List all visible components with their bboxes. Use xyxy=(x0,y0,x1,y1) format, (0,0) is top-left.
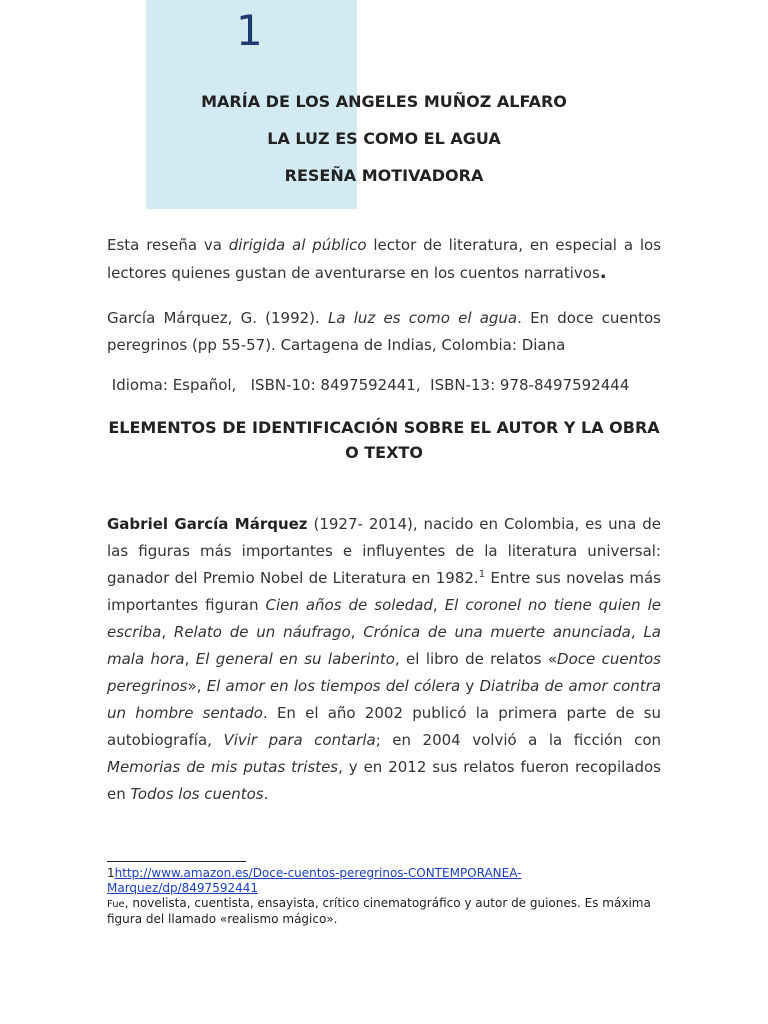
bio-text: . En el año 2002 publicó la primera parte de su autobiografía, xyxy=(107,704,661,749)
bio-separator: , xyxy=(630,623,644,641)
footnote xyxy=(107,866,667,927)
novel-title: El coronel no tiene quien le escriba xyxy=(107,596,661,641)
footnote-text: , novelista, cuentista, ensayista, crítico cinematográfico y autor de guiones. Es máxima figura del llamado «realismo mágico». xyxy=(107,896,651,926)
author-name: MARÍA DE LOS ANGELES MUÑOZ ALFARO xyxy=(201,92,567,111)
bio-text: y xyxy=(460,677,480,695)
novel-title: Vivir para contarla xyxy=(223,731,376,749)
intro-italic: dirigida al público xyxy=(228,236,367,254)
bio-text: , el libro de relatos « xyxy=(394,650,558,668)
reference-paragraph xyxy=(107,305,661,359)
bio-separator: , xyxy=(350,623,364,641)
footnote-divider xyxy=(107,861,246,862)
novel-title: Doce cuentos peregrinos xyxy=(107,650,661,695)
bio-text: ; en 2004 volvió a la ficción con xyxy=(375,731,662,749)
bio-text: Entre sus novelas más importantes figuran xyxy=(107,569,661,614)
novel-title: Diatriba de amor contra un hombre sentado xyxy=(107,677,662,722)
intro-paragraph xyxy=(107,232,661,287)
bio-separator: , xyxy=(432,596,445,614)
bio-separator: , xyxy=(184,650,196,668)
intro-end-mark: . xyxy=(599,262,607,283)
bio-text: », xyxy=(187,677,207,695)
bio-name: Gabriel García Márquez xyxy=(107,515,308,533)
novel-title: El amor en los tiempos del cólera xyxy=(206,677,461,695)
intro-text-2: lector de literatura, en especial a los lectores quienes gustan de aventurarse en los cuentos narrativos xyxy=(107,236,662,282)
isbn-line: Idioma: Español, ISBN-10: 8497592441, ISBN-13: 978-8497592444 xyxy=(111,376,630,394)
bio-text: (1927- 2014), nacido en Colombia, es una de las figuras más importantes e influyentes de la literatura universal: ganador del Premio Nobel de Literatura en 1982. xyxy=(107,515,661,587)
novel-title: Cien años de soledad xyxy=(265,596,433,614)
section-heading: ELEMENTOS DE IDENTIFICACIÓN SOBRE EL AUTOR Y LA OBRA O TEXTO xyxy=(108,418,660,462)
bio-text: , y en 2012 sus relatos fueron recopilados en xyxy=(107,758,661,803)
work-title: LA LUZ ES COMO EL AGUA xyxy=(267,129,501,148)
review-type: RESEÑA MOTIVADORA xyxy=(284,166,484,185)
footnote-number: 1 xyxy=(107,866,115,880)
novel-title: Crónica de una muerte anunciada xyxy=(363,623,631,641)
amazon-link[interactable]: http://www.amazon.es/Doce-cuentos-peregrinos-CONTEMPORANEA-Marquez/dp/8497592441 xyxy=(107,866,522,895)
novel-title: Memorias de mis putas tristes xyxy=(107,758,339,776)
novel-title: El general en su laberinto xyxy=(195,650,395,668)
reference-text: García Márquez, G. (1992). xyxy=(107,309,328,327)
bio-separator: , xyxy=(161,623,174,641)
novel-title: La mala hora xyxy=(107,623,661,668)
novel-title: Todos los cuentos xyxy=(130,785,264,803)
footnote-lead: Fue xyxy=(107,899,125,910)
page-number: 1 xyxy=(236,6,263,55)
reference-text-2: . En doce cuentos peregrinos (pp 55-57). Cartagena de Indias, Colombia: Diana xyxy=(107,309,661,354)
reference-title: La luz es como el agua xyxy=(328,309,518,327)
book-details xyxy=(107,372,661,399)
novel-title: Relato de un náufrago xyxy=(173,623,351,641)
footnote-reference[interactable]: 1 xyxy=(478,569,486,580)
bio-text: . xyxy=(263,785,269,803)
biography-paragraph xyxy=(107,511,661,808)
intro-text: Esta reseña va xyxy=(107,236,229,254)
